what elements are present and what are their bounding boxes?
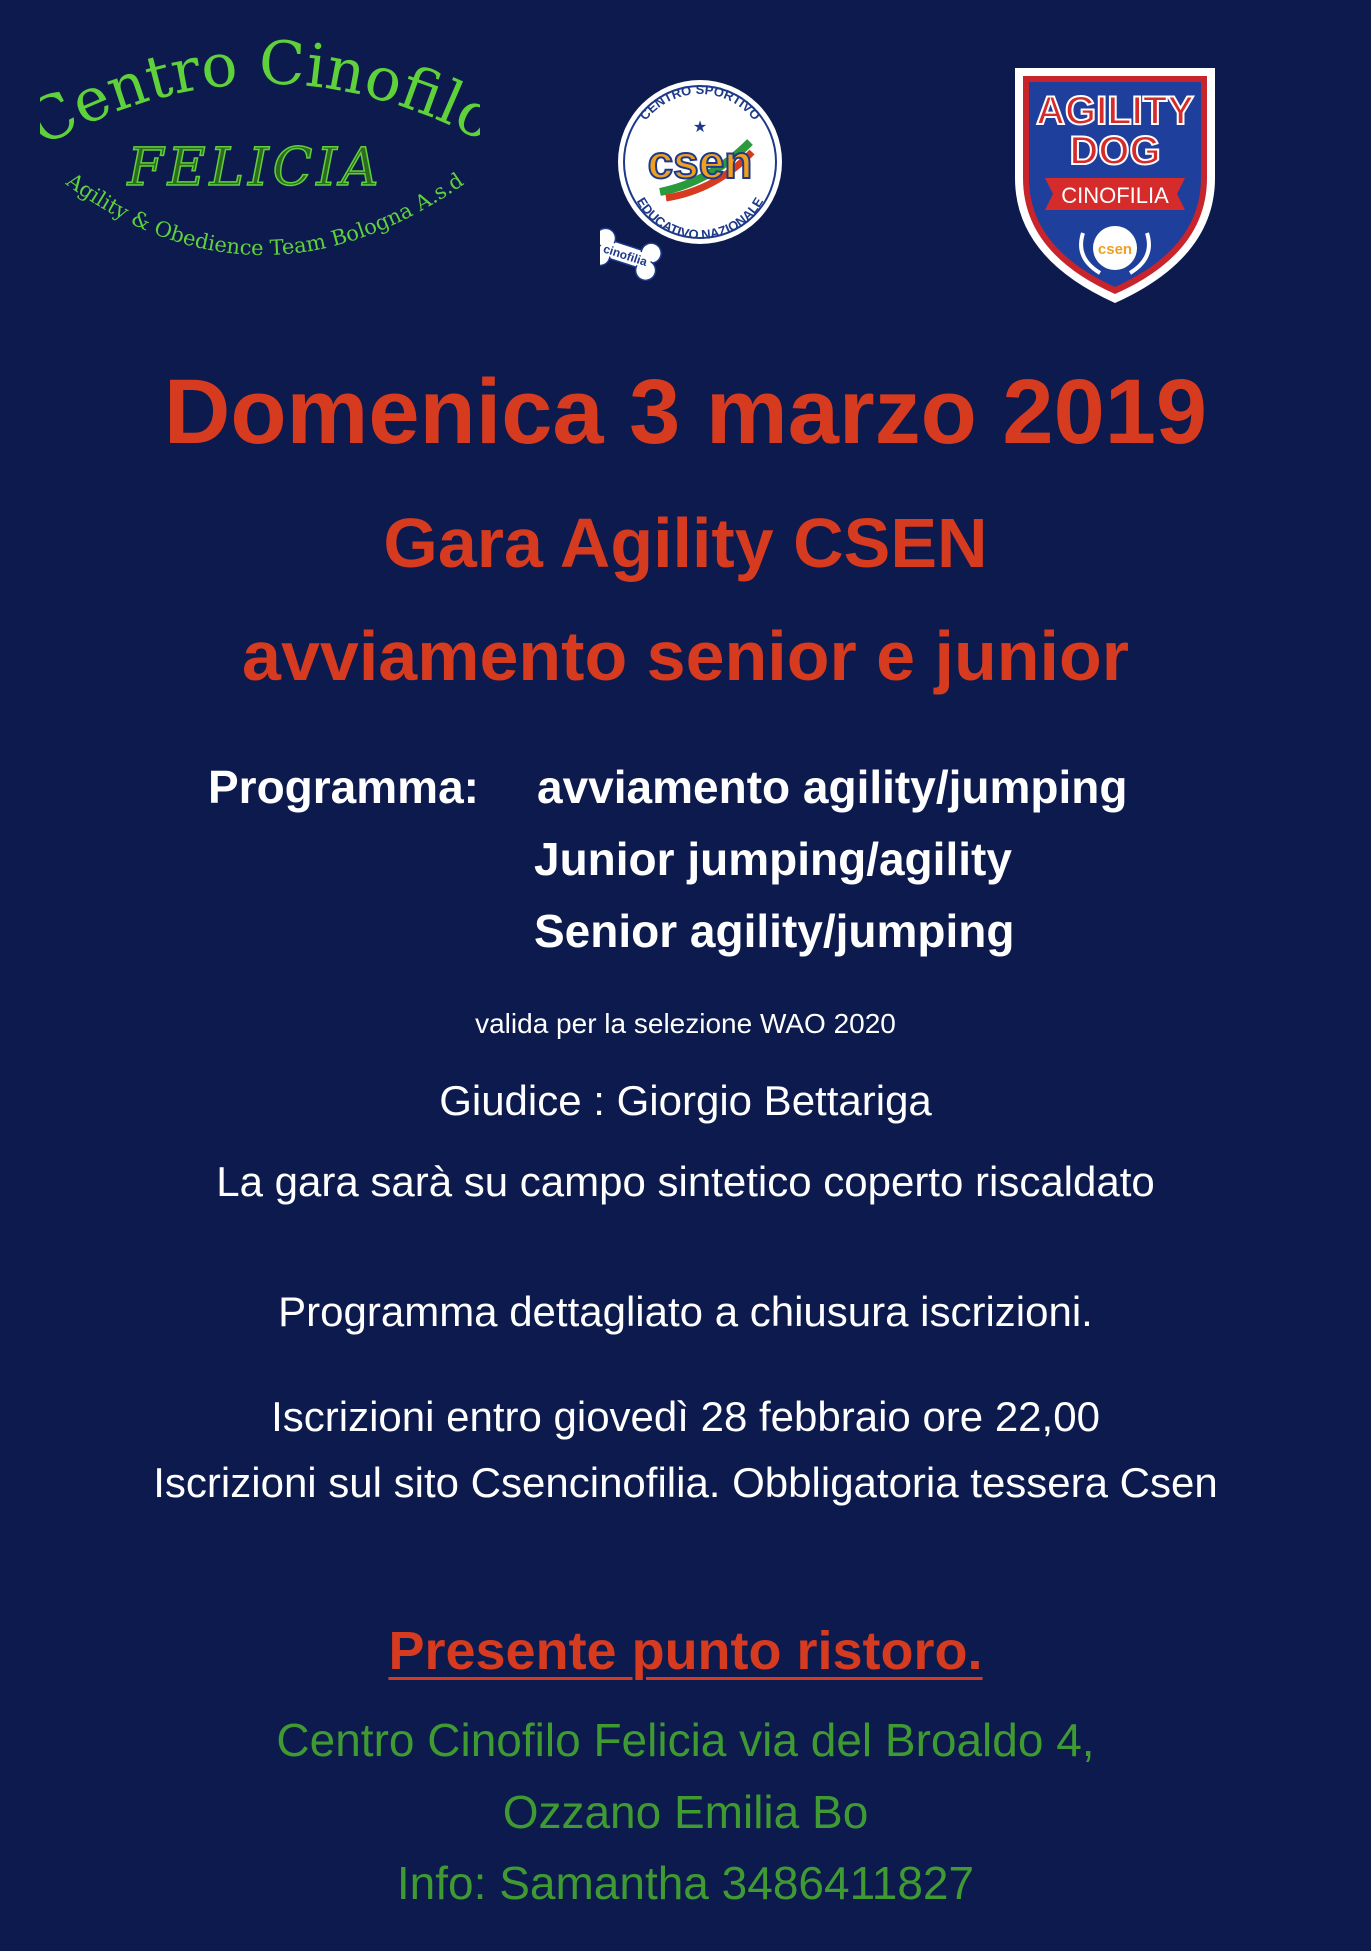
program-item: Junior jumping/agility xyxy=(534,833,1012,885)
felicia-arc-text: entro Cinofilo xyxy=(60,30,480,156)
program-label: Programma: xyxy=(208,761,479,813)
event-date-headline: Domenica 3 marzo 2019 xyxy=(163,361,1208,463)
bone-icon xyxy=(600,226,664,282)
validity-note: valida per la selezione WAO 2020 xyxy=(475,1008,896,1039)
felicia-logo xyxy=(40,30,480,290)
csen-top-text: CENTRO SPORTIVO xyxy=(636,81,764,124)
program-item: Senior agility/jumping xyxy=(534,905,1015,957)
agility-line2: DOG xyxy=(1069,129,1161,173)
registration-site: Iscrizioni sul sito Csencinofilia. Obbligatoria tessera Csen xyxy=(153,1459,1218,1506)
agility-ribbon: CINOFILIA xyxy=(1061,183,1169,208)
felicia-tagline: Agility & Obedience Team Bologna A.s.d xyxy=(62,167,468,261)
bone-text: cinofilia xyxy=(601,241,649,269)
refreshment-text: Presente punto ristoro. xyxy=(388,1621,983,1681)
event-title: Gara Agility CSEN xyxy=(383,504,988,582)
judge-line: Giudice : Giorgio Bettariga xyxy=(439,1077,932,1124)
csen-name: csen xyxy=(647,136,753,188)
csen-logo xyxy=(600,72,800,282)
agility-line1: AGILITY xyxy=(1036,89,1194,133)
address-line-2: Ozzano Emilia Bo xyxy=(502,1786,869,1838)
star-icon: ★ xyxy=(692,119,708,136)
field-note: La gara sarà su campo sintetico coperto riscaldato xyxy=(216,1158,1155,1205)
event-categories: avviamento senior e junior xyxy=(242,617,1129,695)
agility-badge: csen xyxy=(1097,241,1133,258)
refreshment-note xyxy=(0,1620,1371,1682)
agility-dog-logo xyxy=(1005,58,1225,308)
csen-bottom-text: EDUCATIVO NAZIONALE xyxy=(633,194,767,243)
felicia-name: FELICIA xyxy=(127,138,383,198)
program-item: avviamento agility/jumping xyxy=(537,761,1128,813)
detail-note: Programma dettagliato a chiusura iscrizioni. xyxy=(278,1288,1093,1335)
registration-deadline: Iscrizioni entro giovedì 28 febbraio ore 22,00 xyxy=(271,1393,1100,1440)
address-line-1: Centro Cinofilo Felicia via del Broaldo 4, xyxy=(276,1714,1095,1766)
contact-info: Info: Samantha 3486411827 xyxy=(396,1857,975,1909)
